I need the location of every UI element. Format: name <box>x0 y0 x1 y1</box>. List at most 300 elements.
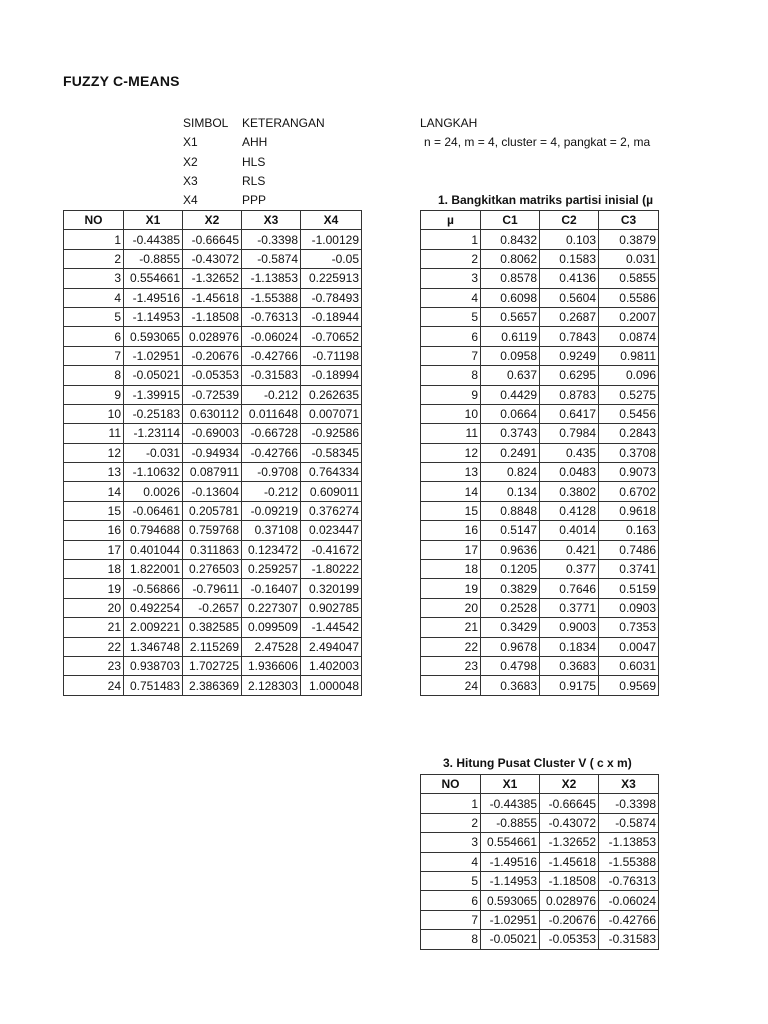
table-cell: -1.13853 <box>242 269 301 288</box>
column-header: NO <box>421 775 481 794</box>
table-cell: -1.14953 <box>124 307 183 326</box>
table-cell: -0.70652 <box>301 327 362 346</box>
table-cell: -0.25183 <box>124 404 183 423</box>
row-number-cell: 6 <box>64 327 124 346</box>
table-row <box>421 598 659 617</box>
table-row <box>421 269 659 288</box>
table-cell: 0.5159 <box>599 579 659 598</box>
table-cell: -1.10632 <box>124 463 183 482</box>
row-number-cell: 22 <box>421 637 481 656</box>
table-cell: -0.43072 <box>540 813 599 832</box>
column-header: NO <box>64 211 124 230</box>
table-cell: 0.011648 <box>242 404 301 423</box>
row-number-cell: 17 <box>64 540 124 559</box>
table-cell: -0.20676 <box>183 346 242 365</box>
table-cell: 0.421 <box>540 540 599 559</box>
table-cell: 0.902785 <box>301 598 362 617</box>
table-cell: -0.05353 <box>540 930 599 949</box>
langkah-heading: LANGKAH <box>420 116 478 130</box>
row-number-cell: 18 <box>421 560 481 579</box>
table-cell: 0.2007 <box>599 307 659 326</box>
row-number-cell: 16 <box>64 521 124 540</box>
table-cell: -0.76313 <box>242 307 301 326</box>
row-number-cell: 7 <box>421 910 481 929</box>
symbol-description: PPP <box>242 193 267 207</box>
row-number-cell: 14 <box>421 482 481 501</box>
table-cell: 2.115269 <box>183 637 242 656</box>
table-cell: 0.0958 <box>481 346 540 365</box>
table-cell: -1.00129 <box>301 230 362 249</box>
table-cell: 0.554661 <box>481 833 540 852</box>
row-number-cell: 24 <box>64 676 124 695</box>
table-row <box>64 560 362 579</box>
table-header-row <box>421 775 659 794</box>
table-row <box>64 327 362 346</box>
row-number-cell: 23 <box>421 656 481 675</box>
table-cell: 0.028976 <box>540 891 599 910</box>
table-cell: 0.5657 <box>481 307 540 326</box>
table-cell: 0.311863 <box>183 540 242 559</box>
row-number-cell: 18 <box>64 560 124 579</box>
row-number-cell: 2 <box>421 249 481 268</box>
table-cell: 0.9175 <box>540 676 599 695</box>
table-cell: -0.72539 <box>183 385 242 404</box>
table-cell: 0.9003 <box>540 618 599 637</box>
row-number-cell: 14 <box>64 482 124 501</box>
table-row <box>64 249 362 268</box>
table-cell: 1.346748 <box>124 637 183 656</box>
table-cell: 0.134 <box>481 482 540 501</box>
table-cell: 0.8783 <box>540 385 599 404</box>
table-cell: 0.5855 <box>599 269 659 288</box>
row-number-cell: 17 <box>421 540 481 559</box>
table-row <box>421 560 659 579</box>
table-header-row <box>64 211 362 230</box>
table-row <box>421 424 659 443</box>
table-cell: 0.0047 <box>599 637 659 656</box>
table-cell: 0.276503 <box>183 560 242 579</box>
row-number-cell: 2 <box>64 249 124 268</box>
table-cell: 0.401044 <box>124 540 183 559</box>
simbol-header: SIMBOL <box>183 116 229 130</box>
row-number-cell: 4 <box>421 288 481 307</box>
table-cell: 0.3879 <box>599 230 659 249</box>
table-cell: 0.9811 <box>599 346 659 365</box>
table-cell: 2.494047 <box>301 637 362 656</box>
table-row <box>64 288 362 307</box>
table-cell: 0.4798 <box>481 656 540 675</box>
table-cell: 0.7646 <box>540 579 599 598</box>
row-number-cell: 20 <box>421 598 481 617</box>
table-cell: -1.45618 <box>183 288 242 307</box>
symbol-description: RLS <box>242 174 266 188</box>
table-cell: -0.5874 <box>242 249 301 268</box>
table-cell: 0.7984 <box>540 424 599 443</box>
table-row <box>64 269 362 288</box>
table-cell: 0.7486 <box>599 540 659 559</box>
table-row <box>64 637 362 656</box>
table-row <box>421 579 659 598</box>
row-number-cell: 7 <box>64 346 124 365</box>
table-cell: -0.212 <box>242 482 301 501</box>
table-row <box>421 288 659 307</box>
table-cell: 0.259257 <box>242 560 301 579</box>
table-cell: -0.05353 <box>183 366 242 385</box>
symbol-code: X2 <box>183 155 198 169</box>
table-cell: 0.6031 <box>599 656 659 675</box>
table-row <box>421 794 659 813</box>
table-cell: -0.78493 <box>301 288 362 307</box>
table-cell: -0.94934 <box>183 443 242 462</box>
table-row <box>421 327 659 346</box>
table-cell: -0.66645 <box>183 230 242 249</box>
table-cell: 0.1205 <box>481 560 540 579</box>
table-cell: -1.23114 <box>124 424 183 443</box>
row-number-cell: 9 <box>64 385 124 404</box>
table-cell: -1.39915 <box>124 385 183 404</box>
table-cell: 0.2528 <box>481 598 540 617</box>
table-row <box>64 424 362 443</box>
table-cell: -1.18508 <box>540 871 599 890</box>
row-number-cell: 5 <box>421 871 481 890</box>
table-cell: 0.023447 <box>301 521 362 540</box>
table-cell: 1.402003 <box>301 656 362 675</box>
table-cell: -0.43072 <box>183 249 242 268</box>
table-row <box>421 618 659 637</box>
table-cell: 0.376274 <box>301 501 362 520</box>
table-cell: 0.1583 <box>540 249 599 268</box>
table-cell: -0.031 <box>124 443 183 462</box>
table-cell: 0.492254 <box>124 598 183 617</box>
table-cell: -0.58345 <box>301 443 362 462</box>
table-row <box>64 366 362 385</box>
symbol-code: X1 <box>183 135 198 149</box>
table-cell: 0.227307 <box>242 598 301 617</box>
table-row <box>64 579 362 598</box>
table-cell: -1.55388 <box>242 288 301 307</box>
table-row <box>421 463 659 482</box>
table-cell: -0.42766 <box>242 443 301 462</box>
table-cell: -0.42766 <box>599 910 659 929</box>
keterangan-header: KETERANGAN <box>242 116 325 130</box>
table-row <box>64 230 362 249</box>
row-number-cell: 2 <box>421 813 481 832</box>
data-table <box>63 210 362 696</box>
table-cell: -1.32652 <box>540 833 599 852</box>
table-row <box>421 404 659 423</box>
table-row <box>421 366 659 385</box>
step3-heading: 3. Hitung Pusat Cluster V ( c x m) <box>443 756 632 770</box>
table-cell: 0.4128 <box>540 501 599 520</box>
table-cell: 0.9618 <box>599 501 659 520</box>
table-cell: -1.44542 <box>301 618 362 637</box>
row-number-cell: 13 <box>421 463 481 482</box>
table-row <box>64 618 362 637</box>
table-row <box>421 482 659 501</box>
table-cell: -1.32652 <box>183 269 242 288</box>
row-number-cell: 10 <box>64 404 124 423</box>
table-cell: 0.4429 <box>481 385 540 404</box>
row-number-cell: 3 <box>421 833 481 852</box>
table-cell: 0.031 <box>599 249 659 268</box>
table-cell: 0.764334 <box>301 463 362 482</box>
table-cell: 0.3829 <box>481 579 540 598</box>
row-number-cell: 3 <box>421 269 481 288</box>
row-number-cell: 12 <box>64 443 124 462</box>
row-number-cell: 20 <box>64 598 124 617</box>
table-cell: 0.5604 <box>540 288 599 307</box>
row-number-cell: 13 <box>64 463 124 482</box>
table-cell: 0.0483 <box>540 463 599 482</box>
row-number-cell: 4 <box>421 852 481 871</box>
table-cell: 0.7353 <box>599 618 659 637</box>
table-cell: 0.262635 <box>301 385 362 404</box>
row-number-cell: 3 <box>64 269 124 288</box>
column-header: C3 <box>599 211 659 230</box>
table-cell: 0.9249 <box>540 346 599 365</box>
table-cell: -1.80222 <box>301 560 362 579</box>
table-cell: 0.2491 <box>481 443 540 462</box>
row-number-cell: 9 <box>421 385 481 404</box>
table-cell: 0.4014 <box>540 521 599 540</box>
table-cell: -0.92586 <box>301 424 362 443</box>
table-cell: -0.41672 <box>301 540 362 559</box>
table-cell: 0.3743 <box>481 424 540 443</box>
table-cell: 0.759768 <box>183 521 242 540</box>
table-cell: 0.3683 <box>481 676 540 695</box>
table-row <box>421 385 659 404</box>
table-cell: 0.938703 <box>124 656 183 675</box>
table-cell: -0.31583 <box>599 930 659 949</box>
table-cell: 0.2843 <box>599 424 659 443</box>
table-cell: -0.06024 <box>242 327 301 346</box>
table-cell: 0.0874 <box>599 327 659 346</box>
row-number-cell: 1 <box>64 230 124 249</box>
table-cell: 0.8848 <box>481 501 540 520</box>
table-cell: 0.9636 <box>481 540 540 559</box>
table-row <box>64 443 362 462</box>
table-cell: -0.79611 <box>183 579 242 598</box>
table-cell: 2.47528 <box>242 637 301 656</box>
row-number-cell: 5 <box>64 307 124 326</box>
table-row <box>64 346 362 365</box>
row-number-cell: 21 <box>421 618 481 637</box>
table-cell: -0.8855 <box>481 813 540 832</box>
table-cell: 0.3683 <box>540 656 599 675</box>
table-cell: 0.637 <box>481 366 540 385</box>
cluster-center-table <box>420 774 659 950</box>
table-cell: 1.702725 <box>183 656 242 675</box>
table-row <box>421 833 659 852</box>
table-row <box>64 656 362 675</box>
table-cell: 1.936606 <box>242 656 301 675</box>
table-row <box>421 346 659 365</box>
table-cell: 0.087911 <box>183 463 242 482</box>
table-row <box>64 404 362 423</box>
row-number-cell: 6 <box>421 891 481 910</box>
column-header: X1 <box>481 775 540 794</box>
table-row <box>64 385 362 404</box>
table-row <box>421 521 659 540</box>
table-cell: 2.386369 <box>183 676 242 695</box>
table-cell: 0.103 <box>540 230 599 249</box>
table-cell: 0.3771 <box>540 598 599 617</box>
parameters-text: n = 24, m = 4, cluster = 4, pangkat = 2, ma <box>424 135 651 149</box>
column-header: C2 <box>540 211 599 230</box>
table-cell: 0.6119 <box>481 327 540 346</box>
table-row <box>64 463 362 482</box>
table-cell: -1.14953 <box>481 871 540 890</box>
table-cell: -0.42766 <box>242 346 301 365</box>
table-row <box>421 852 659 871</box>
table-cell: 0.435 <box>540 443 599 462</box>
table-cell: -1.45618 <box>540 852 599 871</box>
table-cell: 0.8432 <box>481 230 540 249</box>
page-title: FUZZY C-MEANS <box>63 73 180 89</box>
table-cell: 0.8062 <box>481 249 540 268</box>
table-cell: -0.13604 <box>183 482 242 501</box>
table-cell: -1.18508 <box>183 307 242 326</box>
table-cell: 0.5275 <box>599 385 659 404</box>
table-row <box>421 676 659 695</box>
table-cell: 0.0664 <box>481 404 540 423</box>
table-row <box>64 521 362 540</box>
table-cell: 0.794688 <box>124 521 183 540</box>
membership-table <box>420 210 659 696</box>
column-header: X1 <box>124 211 183 230</box>
column-header: C1 <box>481 211 540 230</box>
table-cell: 0.123472 <box>242 540 301 559</box>
row-number-cell: 21 <box>64 618 124 637</box>
table-cell: 0.593065 <box>124 327 183 346</box>
table-row <box>421 891 659 910</box>
column-header: X3 <box>242 211 301 230</box>
table-cell: -0.16407 <box>242 579 301 598</box>
table-cell: -1.49516 <box>481 852 540 871</box>
column-header: X2 <box>540 775 599 794</box>
row-number-cell: 16 <box>421 521 481 540</box>
table-cell: 0.5586 <box>599 288 659 307</box>
table-cell: -0.05 <box>301 249 362 268</box>
row-number-cell: 5 <box>421 307 481 326</box>
row-number-cell: 11 <box>421 424 481 443</box>
table-row <box>421 637 659 656</box>
symbol-code: X3 <box>183 174 198 188</box>
table-cell: 0.3741 <box>599 560 659 579</box>
row-number-cell: 1 <box>421 230 481 249</box>
table-cell: -0.56866 <box>124 579 183 598</box>
table-row <box>421 813 659 832</box>
table-row <box>421 540 659 559</box>
table-cell: 0.225913 <box>301 269 362 288</box>
table-cell: 0.554661 <box>124 269 183 288</box>
table-row <box>421 307 659 326</box>
table-cell: 0.2687 <box>540 307 599 326</box>
row-number-cell: 24 <box>421 676 481 695</box>
step1-heading: 1. Bangkitkan matriks partisi inisial (µ <box>438 193 653 207</box>
table-cell: -0.71198 <box>301 346 362 365</box>
row-number-cell: 19 <box>421 579 481 598</box>
column-header: X4 <box>301 211 362 230</box>
table-cell: 0.6702 <box>599 482 659 501</box>
table-cell: 0.6098 <box>481 288 540 307</box>
table-row <box>64 501 362 520</box>
table-cell: -0.18994 <box>301 366 362 385</box>
table-cell: -0.9708 <box>242 463 301 482</box>
table-cell: -0.44385 <box>124 230 183 249</box>
table-cell: 0.3708 <box>599 443 659 462</box>
table-cell: -0.66645 <box>540 794 599 813</box>
table-row <box>421 501 659 520</box>
table-header-row <box>421 211 659 230</box>
table-cell: 0.5147 <box>481 521 540 540</box>
table-cell: 0.3802 <box>540 482 599 501</box>
column-header: X3 <box>599 775 659 794</box>
table-row <box>421 871 659 890</box>
table-cell: -1.02951 <box>124 346 183 365</box>
row-number-cell: 15 <box>421 501 481 520</box>
table-cell: -0.06024 <box>599 891 659 910</box>
table-cell: -0.06461 <box>124 501 183 520</box>
table-cell: 0.7843 <box>540 327 599 346</box>
table-cell: 0.1834 <box>540 637 599 656</box>
table-cell: -0.44385 <box>481 794 540 813</box>
table-cell: 0.609011 <box>301 482 362 501</box>
symbol-description: AHH <box>242 135 268 149</box>
table-cell: -0.31583 <box>242 366 301 385</box>
table-cell: -0.76313 <box>599 871 659 890</box>
table-row <box>421 910 659 929</box>
table-cell: -0.05021 <box>124 366 183 385</box>
table-cell: 0.824 <box>481 463 540 482</box>
table-cell: 0.9678 <box>481 637 540 656</box>
column-header: µ <box>421 211 481 230</box>
table-row <box>421 443 659 462</box>
table-cell: 0.593065 <box>481 891 540 910</box>
table-cell: 0.630112 <box>183 404 242 423</box>
table-cell: 0.8578 <box>481 269 540 288</box>
table-cell: -0.2657 <box>183 598 242 617</box>
table-cell: -0.212 <box>242 385 301 404</box>
table-row <box>64 307 362 326</box>
table-cell: -1.55388 <box>599 852 659 871</box>
table-row <box>421 230 659 249</box>
table-row <box>421 249 659 268</box>
table-cell: -0.69003 <box>183 424 242 443</box>
table-cell: 0.028976 <box>183 327 242 346</box>
symbol-description: HLS <box>242 155 266 169</box>
table-cell: -0.8855 <box>124 249 183 268</box>
table-cell: 0.9073 <box>599 463 659 482</box>
table-cell: -1.13853 <box>599 833 659 852</box>
row-number-cell: 6 <box>421 327 481 346</box>
table-cell: -0.18944 <box>301 307 362 326</box>
row-number-cell: 1 <box>421 794 481 813</box>
table-cell: 1.822001 <box>124 560 183 579</box>
table-cell: -0.09219 <box>242 501 301 520</box>
row-number-cell: 8 <box>421 366 481 385</box>
row-number-cell: 15 <box>64 501 124 520</box>
table-cell: 0.3429 <box>481 618 540 637</box>
table-cell: 0.0026 <box>124 482 183 501</box>
table-cell: 0.37108 <box>242 521 301 540</box>
table-cell: -1.49516 <box>124 288 183 307</box>
table-cell: -0.05021 <box>481 930 540 949</box>
table-cell: 0.205781 <box>183 501 242 520</box>
table-cell: 0.6417 <box>540 404 599 423</box>
row-number-cell: 11 <box>64 424 124 443</box>
table-cell: 0.320199 <box>301 579 362 598</box>
